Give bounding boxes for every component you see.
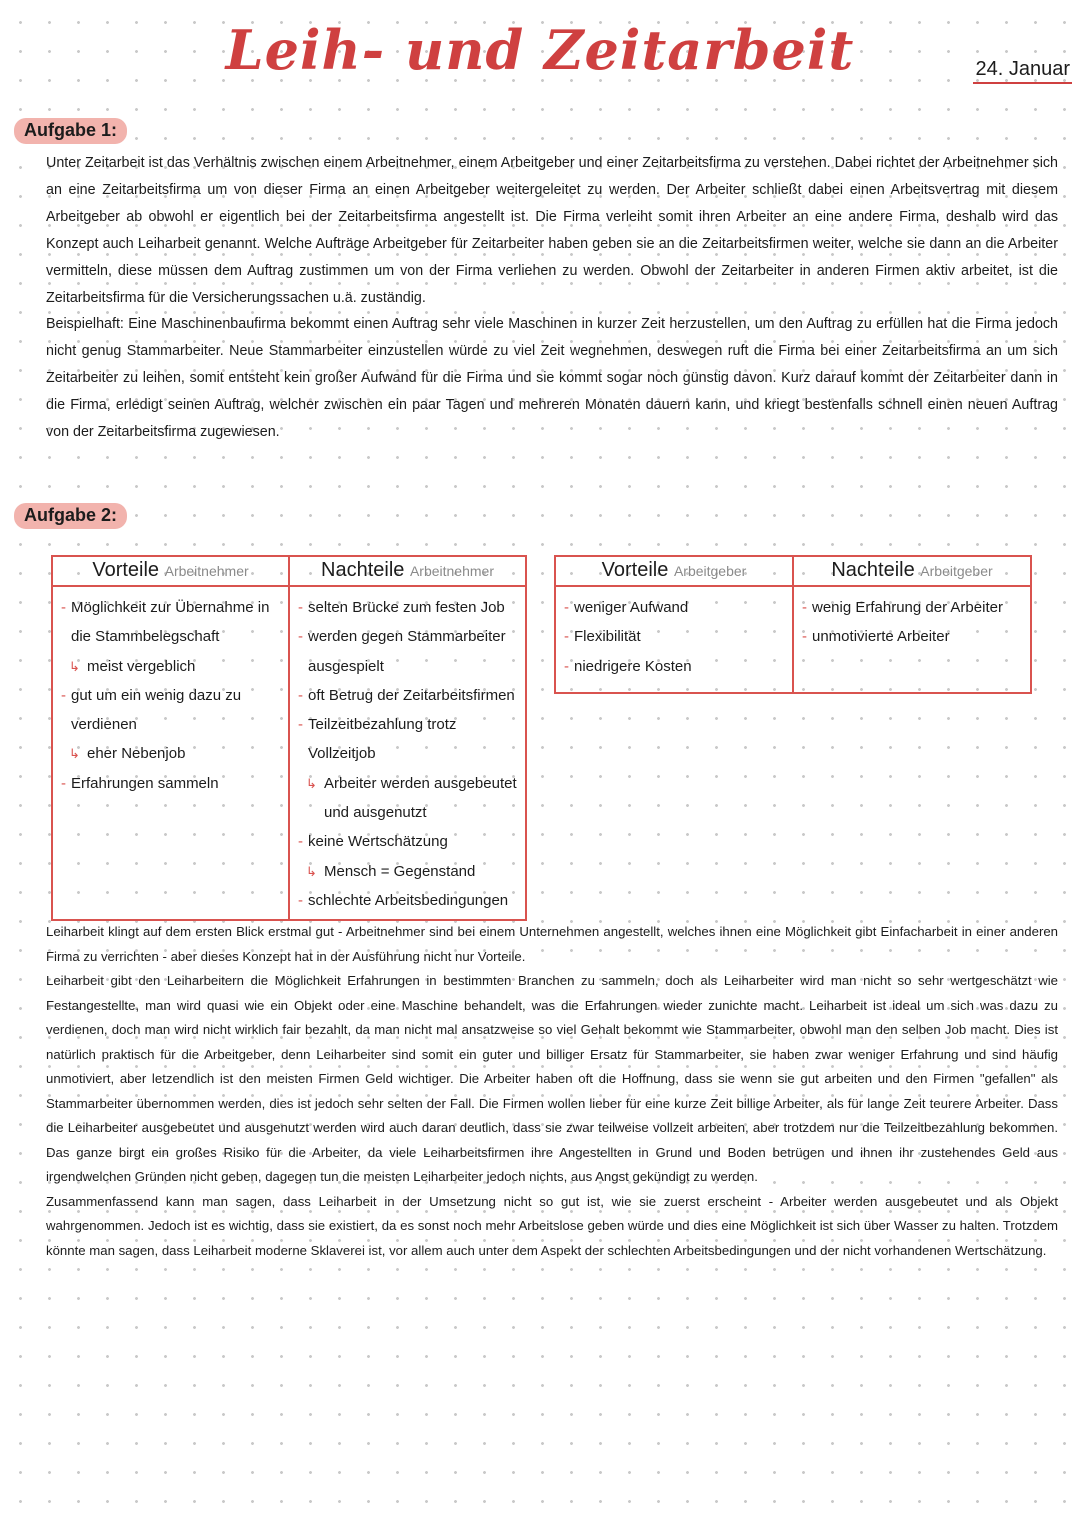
list-item: - weniger Aufwand [564,593,788,622]
list-item: - gut um ein wenig dazu zu verdienen [61,681,284,740]
list-item: - Möglichkeit zur Übernahme in die Stammbelegschaft [61,593,284,652]
arbeitgeber-vorteile-cell [555,586,793,693]
arbeitgeber-vorteile-list [564,593,788,681]
list-item: - Flexibilität [564,622,788,651]
list-item: - wenig Erfahrung der Arbeiter [802,593,1026,622]
header-label: Vorteile [601,559,669,581]
aufgabe-1-text [46,150,1058,446]
arbeitnehmer-vorteile-cell [52,586,289,920]
arbeitgeber-nachteile-cell [793,586,1031,693]
arbeitnehmer-nachteile-header [289,556,526,586]
aufgabe-2-label: Aufgabe 2: [14,503,127,529]
definition-paragraph: Unter Zeitarbeit ist das Verhältnis zwischen einem Arbeitnehmer, einem Arbeitgeber und einer Zeitarbeitsfirma zu verstehen. Dabei richtet der Arbeitnehmer sich an eine Zeitarbeitsfirma um von dieser Firma an einen Arbeitgeber weitergeleitet zu werden. Der Arbeiter schließt dabei einen Arbeitsvertrag mit diesem Arbeitgeber ab obwohl er eigentlich bei der Zeitarbeitsfirma angestellt ist. Die Firma verleiht somit ihren Arbeiter an eine andere Firma, deshalb wird das Konzept auch Leiharbeit genannt. Welche Aufträge Arbeitgeber für Zeitarbeiter haben geben sie an die Zeitarbeitsfirmen weiter, welche sie dann an die Arbeiter vermitteln, diese müssen dem Auftrag zustimmen um von der Firma verliehen zu werden. Obwohl der Zeitarbeiter in anderen Firmen aktiv arbeitet, ist die Zeitarbeitsfirma für die Versicherungssachen u.ä. zuständig. [46,155,1058,306]
arbeitgeber-table [554,555,1032,694]
header-sub: Arbeitgeber [673,563,747,579]
arbeitnehmer-nachteile-cell [289,586,526,920]
list-subitem: ↳ Arbeiter werden ausgebeutet und ausgenutzt [298,769,521,828]
list-item: - Teilzeitbezahlung trotz Vollzeitjob [298,710,521,769]
list-item: - niedrigere Kosten [564,652,788,681]
aufgabe-1-label: Aufgabe 1: [14,118,127,144]
list-item: - selten Brücke zum festen Job [298,593,521,622]
header-label: Vorteile [92,559,160,581]
essay-paragraph-2: Leiharbeit gibt den Leiharbeitern die Möglichkeit Erfahrungen in bestimmten Branchen zu sammeln, doch als Leiharbeiter wird man nicht so sehr wertgeschätzt wie Festangestellte, man wird quasi wie ein Objekt oder eine Maschine behandelt, was die Erfahrungen wieder zunichte macht. Leiharbeit ist ideal um sich was dazu zu verdienen, doch man wird nicht wirklich fair bezahlt, da man nicht mal ansatzweise so viel Gehalt bekommt wie Stammarbeiter, obwohl man den selben Job macht. Dies ist natürlich praktisch für die Arbeitgeber, denn Leiharbeiter sind somit ein guter und billiger Ersatz für Stammarbeiter, sie haben zwar weniger Erfahrung und sind häufig unmotiviert, aber letzendlich ist den meisten Firmen Geld wichtiger. Die Arbeiter haben oft die Hoffnung, dass sie wenn sie gut arbeiten und den Firmen "gefallen" als Stammarbeiter übernommen werden, dies ist jedoch sehr selten der Fall. Die Firmen wollen lieber für eine kurze Zeit billige Arbeiter, als für lange Zeit teurere Arbeiter. Dass die Leiharbeiter ausgebeutet und ausgenutzt werden wird auch daran deutlich, dass sie zwar teilweise vollzeit arbeiten, aber trotzdem nur die Teilzeitbezahlung bekommen. Das ganze birgt ein großes Risiko für die Arbeiter, da viele Leiharbeitsfirmen ihre Angestellten in Grund und Boden betrügen und ihnen ihr zustehendes Geld aus irgendwelchen Gründen nicht geben, dagegen tun die meisten Leiharbeiter jedoch nichts, aus Angst gekündigt zu werden. [46,973,1058,1184]
essay-text [46,920,1058,1263]
arbeitgeber-vorteile-header [555,556,793,586]
essay-paragraph-1: Leiharbeit klingt auf dem ersten Blick erstmal gut - Arbeitnehmer sind bei einem Unternehmen angestellt, welches ihnen eine Möglichkeit gibt Einfacharbeit in einer anderen Firma zu verrichten - aber dieses Konzept hat in der Ausführung nicht nur Vorteile. [46,924,1058,964]
list-subitem: ↳ eher Nebenjob [61,739,284,768]
arbeitgeber-nachteile-list [802,593,1026,652]
header-sub: Arbeitgeber [920,563,993,579]
list-item: - unmotivierte Arbeiter [802,622,1026,651]
list-item: - schlechte Arbeitsbedingungen [298,886,521,915]
arbeitnehmer-table [51,555,527,921]
header-label: Nachteile [321,559,405,581]
page-title: Leih- und Zeitarbeit [225,18,855,82]
example-paragraph: Beispielhaft: Eine Maschinenbaufirma bekommt einen Auftrag sehr viele Maschinen in kurzer Zeit herzustellen, um den Auftrag zu erfüllen hat die Firma jedoch nicht genug Stammarbeiter. Neue Stammarbeiter einzustellen würde zu viel Zeit wegnehmen, deswegen ruft die Firma bei einer Zeitarbeitsfirma an um sich Zeitarbeiter zu leihen, somit entsteht kein großer Aufwand für die Firma und sie kommt sogar noch günstig davon. Kurz darauf kommt der Zeitarbeiter dann in die Firma, erledigt seinen Auftrag, welcher zwischen ein paar Tagen und mehreren Monaten dauern kann, und kriegt bestenfalls schnell einen neuen Auftrag von der Zeitarbeitsfirma zugewiesen. [46,316,1058,441]
header-label: Nachteile [831,559,915,581]
arbeitgeber-nachteile-header [793,556,1031,586]
arbeitnehmer-vorteile-header [52,556,289,586]
list-subitem: ↳ Mensch = Gegenstand [298,857,521,886]
date-label: 24. Januar [973,58,1072,84]
list-item: - keine Wertschätzung [298,827,521,856]
arbeitnehmer-nachteile-list [298,593,521,915]
header-sub: Arbeitnehmer [409,563,494,579]
list-subitem: ↳ meist vergeblich [61,652,284,681]
essay-paragraph-3: Zusammenfassend kann man sagen, dass Leiharbeit in der Umsetzung nicht so gut ist, wie sie zuerst erscheint - Arbeiter werden ausgebeutet und als Objekt wahrgenommen. Jedoch ist es wichtig, dass sie existiert, da es sonst noch mehr Arbeitslose geben würde und dies eine Möglichkeit ist sich über Wasser zu halten. Trotzdem könnte man sagen, dass Leiharbeit moderne Sklaverei ist, vor allem auch unter dem Aspekt der schlechten Arbeitsbedingungen und der nicht vorhandenen Wertschätzung. [46,1193,1058,1258]
list-item: - oft Betrug der Zeitarbeitsfirmen [298,681,521,710]
header-sub: Arbeitnehmer [164,563,249,579]
list-item: - Erfahrungen sammeln [61,769,284,798]
arbeitnehmer-vorteile-list [61,593,284,798]
list-item: - werden gegen Stammarbeiter ausgespielt [298,622,521,681]
